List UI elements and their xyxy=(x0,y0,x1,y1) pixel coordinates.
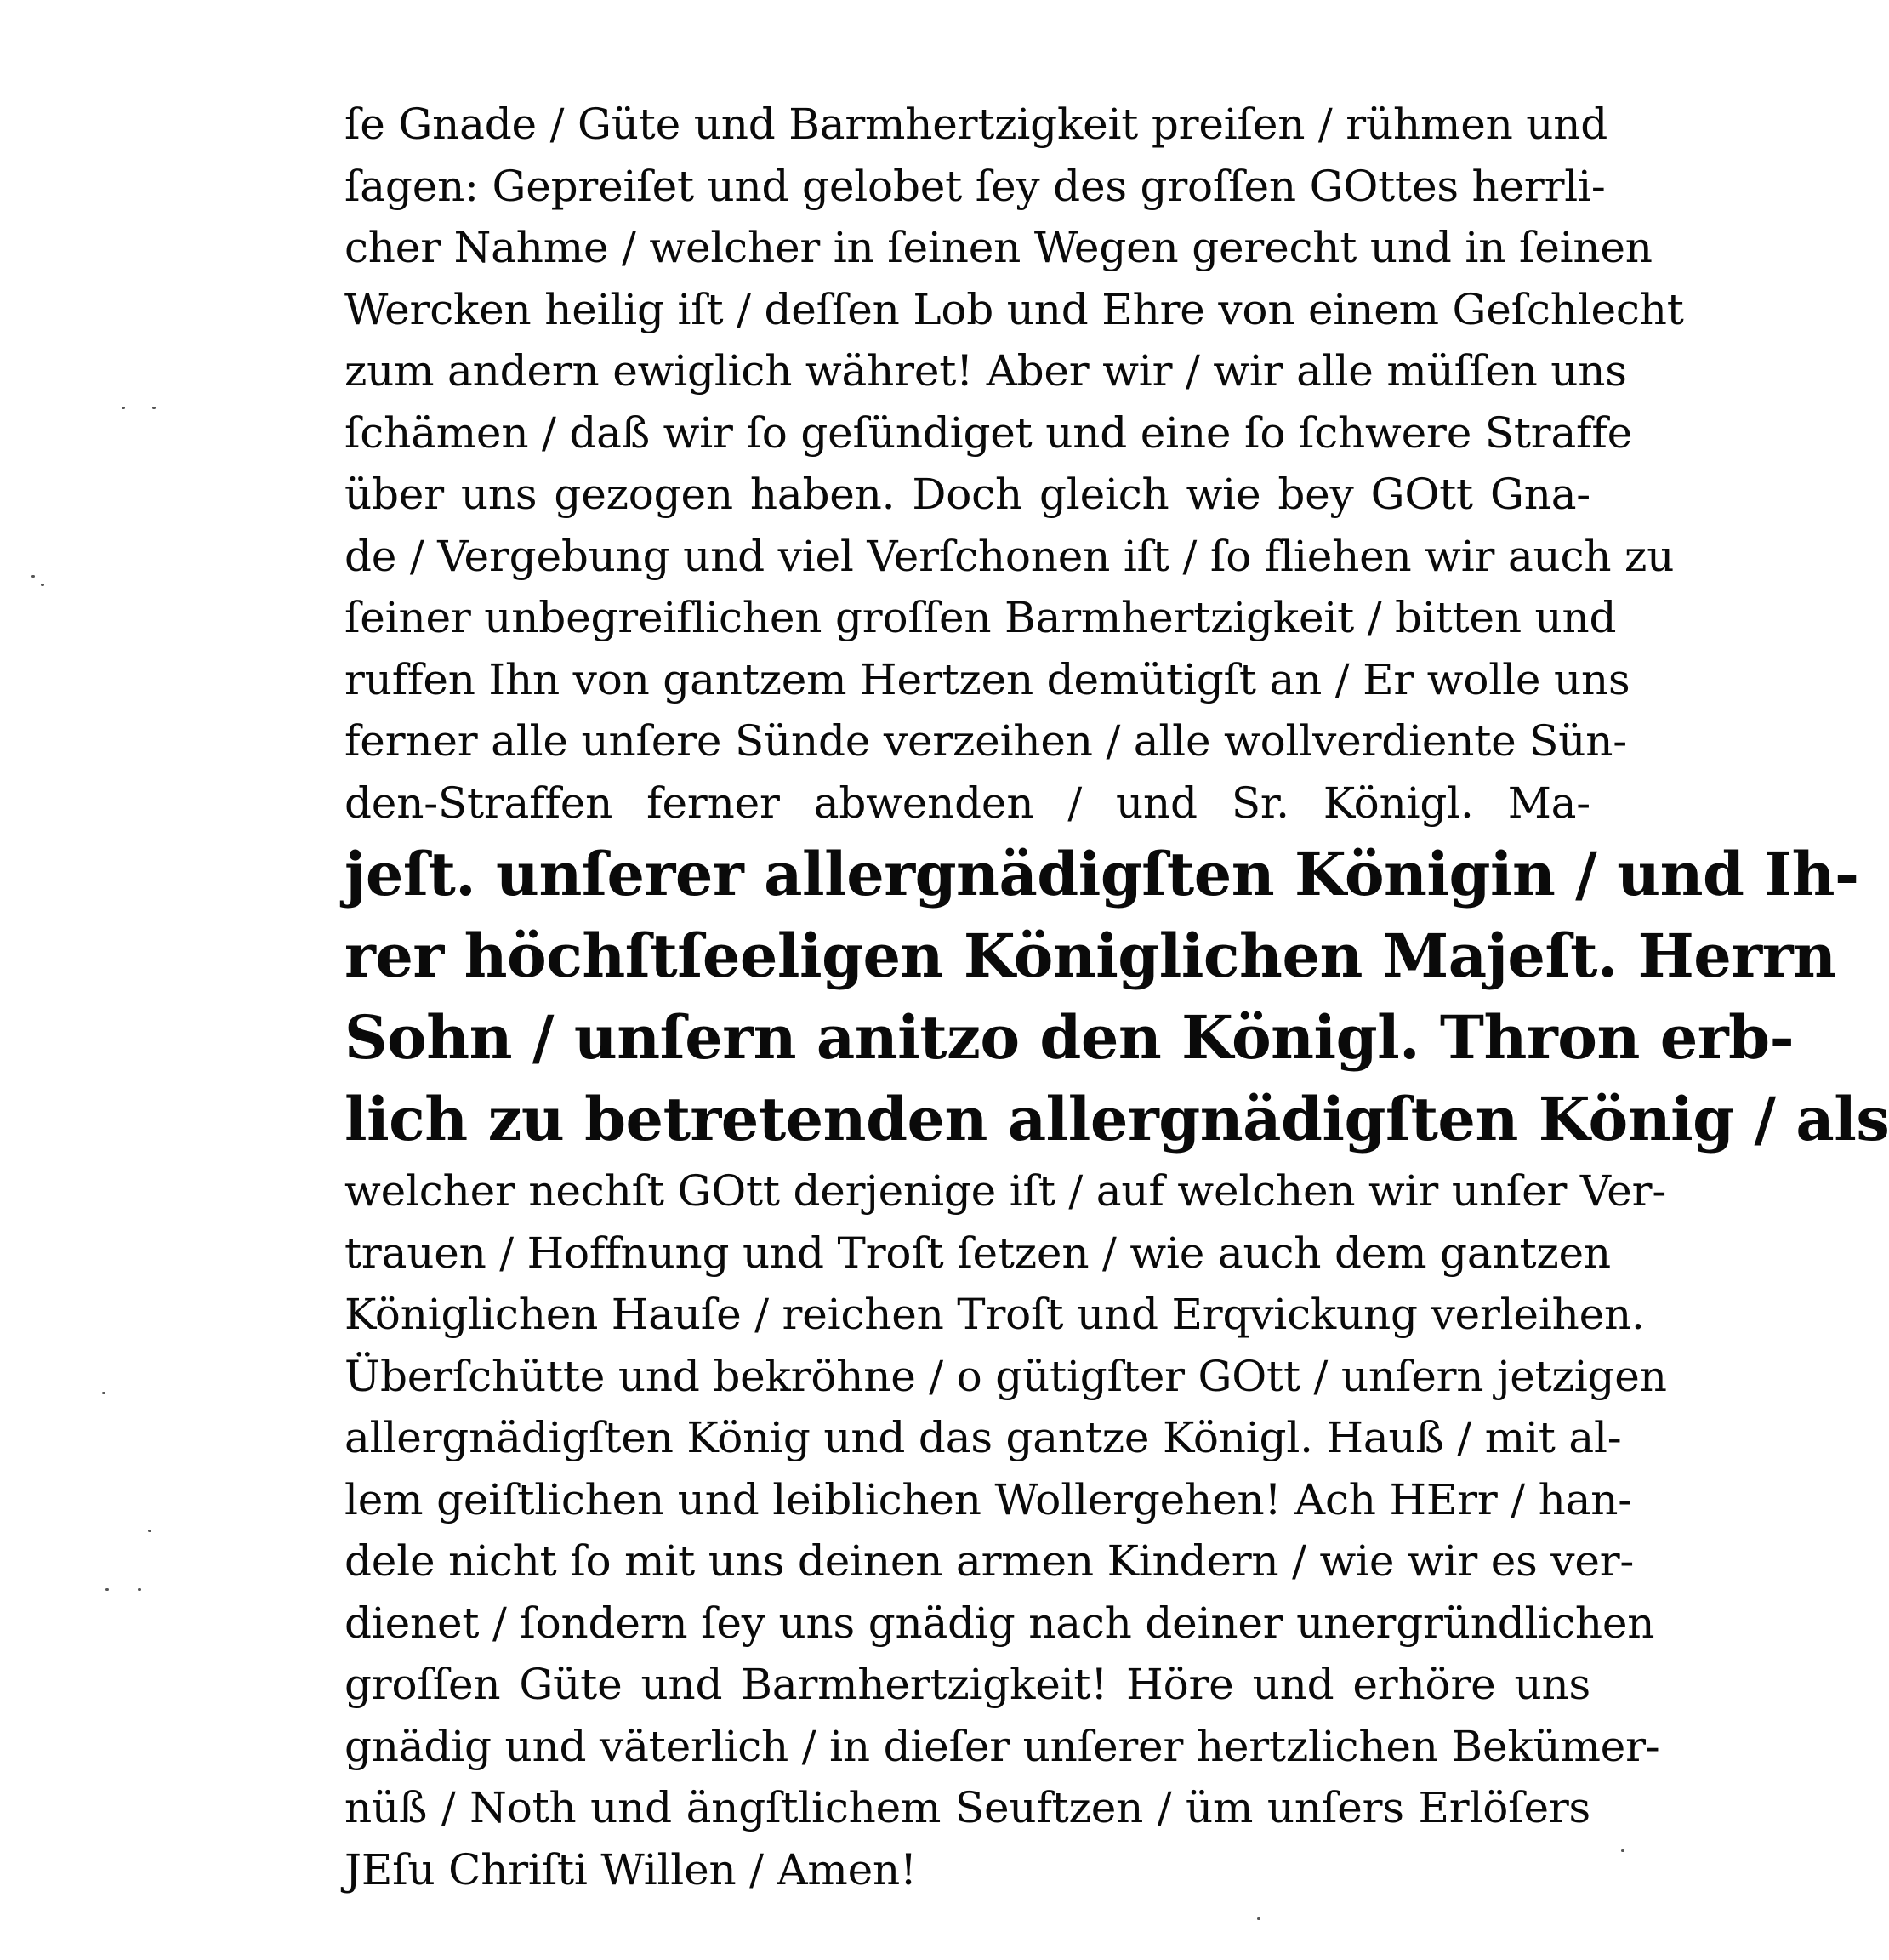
large-text-line: jeſt. unſerer allergnädigſten Königin / und Ih- xyxy=(344,839,1859,909)
large-text-line: Sohn / unſern anitzo den Königl. Thron erb- xyxy=(344,1002,1795,1073)
scan-speck xyxy=(105,1588,109,1591)
scan-speck xyxy=(148,1530,151,1532)
text-line: trauen / Hoffnung und Troſt ſetzen / wie auch dem gantzen xyxy=(344,1228,1611,1278)
text-line: ſagen: Gepreiſet und gelobet ſey des groſſen GOttes herrli- xyxy=(344,161,1606,211)
text-line: de / Vergebung und viel Verſchonen iſt / ſo fliehen wir auch zu xyxy=(344,531,1675,581)
scan-speck xyxy=(1621,1849,1624,1852)
text-line: dele nicht ſo mit uns deinen armen Kindern / wie wir es ver- xyxy=(344,1536,1635,1586)
text-line: zum andern ewiglich währet! Aber wir / wir alle müſſen uns xyxy=(344,346,1627,396)
text-line: groſſen Güte und Barmhertzigkeit! Höre und erhöre uns xyxy=(344,1660,1590,1709)
text-line: welcher nechſt GOtt derjenige iſt / auf welchen wir unſer Ver- xyxy=(344,1166,1667,1216)
text-line: ruffen Ihn von gantzem Hertzen demütigſt an / Er wolle uns xyxy=(344,654,1630,704)
text-line: nüß / Noth und ängſtlichem Seuftzen / üm unſers Erlöſers xyxy=(344,1783,1590,1832)
large-text-line: lich zu betretenden allergnädigſten König / als xyxy=(344,1084,1889,1154)
prayer-text-block xyxy=(344,94,1889,1900)
text-line: allergnädigſten König und das gantze Königl. Hauß / mit al- xyxy=(344,1413,1622,1462)
text-line: Überſchütte und bekröhne / o gütigſter GOtt / unſern jetzigen xyxy=(344,1351,1667,1401)
scan-speck xyxy=(41,584,44,586)
text-line: ferner alle unſere Sünde verzeihen / alle wollverdiente Sün- xyxy=(344,716,1627,766)
text-line: ſe Gnade / Güte und Barmhertzigkeit preiſen / rühmen und xyxy=(344,100,1608,149)
text-line: den-Straffen ferner abwenden / und Sr. Königl. Ma- xyxy=(344,778,1590,828)
scan-speck xyxy=(138,1588,141,1591)
text-line: cher Nahme / welcher in ſeinen Wegen gerecht und in ſeinen xyxy=(344,223,1653,272)
scan-speck xyxy=(122,407,125,409)
scan-speck xyxy=(152,407,156,409)
text-line: JEſu Chriſti Willen / Amen! xyxy=(344,1844,917,1894)
scan-speck xyxy=(31,575,35,578)
text-line: über uns gezogen haben. Doch gleich wie bey GOtt Gna- xyxy=(344,470,1590,519)
scan-speck xyxy=(1257,1917,1260,1920)
text-line: lem geiſtlichen und leiblichen Wollergehen! Ach HErr / han- xyxy=(344,1474,1632,1524)
text-line: dienet / ſondern ſey uns gnädig nach deiner unergründlichen xyxy=(344,1598,1655,1648)
text-line: ſeiner unbegreiflichen groſſen Barmhertzigkeit / bitten und xyxy=(344,593,1617,642)
text-line: gnädig und väterlich / in dieſer unſerer hertzlichen Bekümer- xyxy=(344,1721,1660,1771)
text-line: ſchämen / daß wir ſo geſündiget und eine ſo ſchwere Straffe xyxy=(344,407,1633,458)
text-line: Wercken heilig iſt / deſſen Lob und Ehre von einem Geſchlecht xyxy=(344,284,1684,334)
scan-speck xyxy=(102,1392,105,1394)
large-text-line: rer höchſtſeeligen Königlichen Majeſt. Herrn xyxy=(344,920,1836,991)
text-line: Königlichen Hauſe / reichen Troſt und Erqvickung verleihen. xyxy=(344,1290,1645,1339)
